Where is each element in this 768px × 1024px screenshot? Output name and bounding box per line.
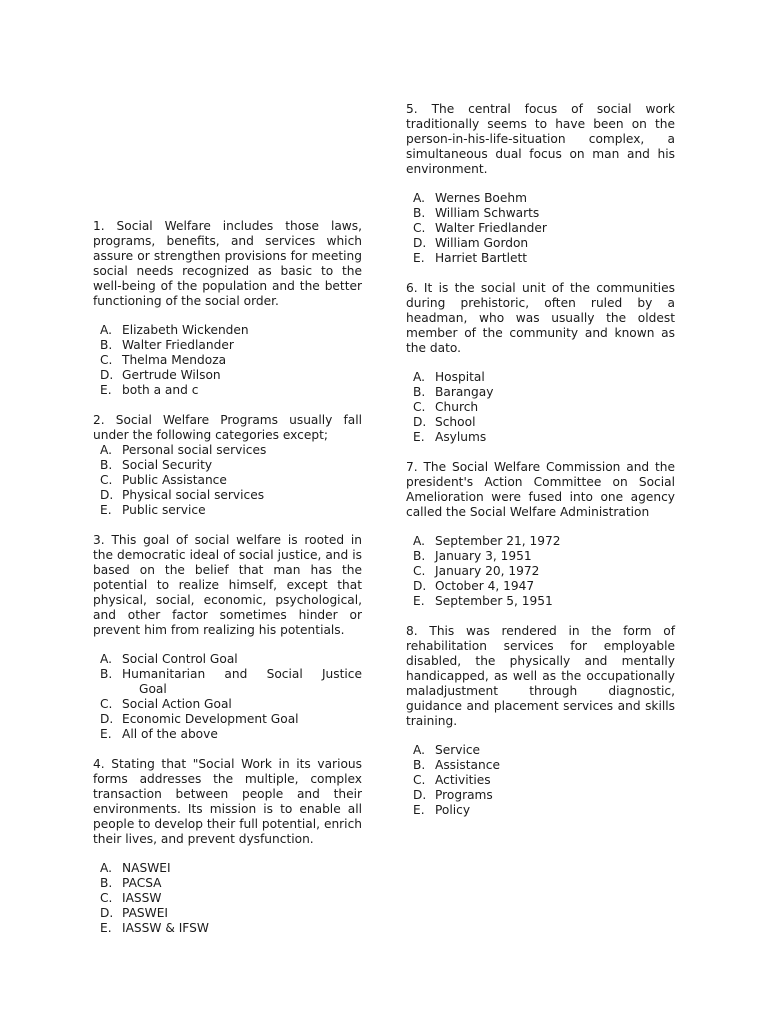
option-letter: C. xyxy=(413,221,426,235)
option-letter: B. xyxy=(413,206,426,220)
option-text: Gertrude Wilson xyxy=(122,368,221,382)
option-text: Social Control Goal xyxy=(122,652,238,666)
option-text: Asylums xyxy=(435,430,487,444)
option-letter: C. xyxy=(100,697,113,711)
option-letter: A. xyxy=(100,652,112,666)
answer-option xyxy=(406,221,675,236)
option-text: Walter Friedlander xyxy=(435,221,547,235)
option-text: William Gordon xyxy=(435,236,529,250)
question-8 xyxy=(406,624,675,818)
right-column xyxy=(406,102,675,818)
answer-option xyxy=(93,323,362,338)
option-text: Service xyxy=(435,743,481,757)
answer-options xyxy=(406,534,675,609)
answer-option xyxy=(93,353,362,368)
option-letter: A. xyxy=(413,743,425,757)
question-text: 4. Stating that "Social Work in its various forms addresses the multiple, complex transaction between people and their environments. Its mission is to enable all people to develop their full potential, enrich their lives, and prevent dysfunction. xyxy=(93,757,362,846)
option-letter: D. xyxy=(100,712,114,726)
answer-option xyxy=(406,773,675,788)
option-text: January 20, 1972 xyxy=(435,564,540,578)
option-letter: D. xyxy=(413,788,427,802)
answer-option xyxy=(93,906,362,921)
option-letter: D. xyxy=(413,236,427,250)
option-text: Barangay xyxy=(435,385,494,399)
answer-option xyxy=(93,697,362,712)
option-text: Thelma Mendoza xyxy=(122,353,227,367)
question-text: 8. This was rendered in the form of rehabilitation services for employable disabled, the physically and mentally handicapped, as well as the occupationally maladjustment through diagnostic, guidance and placement services and skills training. xyxy=(406,624,675,728)
option-letter: B. xyxy=(100,876,113,890)
answer-options xyxy=(406,370,675,445)
option-letter: E. xyxy=(413,803,425,817)
option-text: January 3, 1951 xyxy=(435,549,532,563)
option-text: Activities xyxy=(435,773,491,787)
option-letter: B. xyxy=(100,667,113,681)
option-letter: E. xyxy=(100,503,112,517)
question-4 xyxy=(93,757,362,936)
question-text: 6. It is the social unit of the communities during prehistoric, often ruled by a headman, who was usually the oldest member of the community and known as the dato. xyxy=(406,281,675,355)
question-3 xyxy=(93,533,362,742)
answer-option xyxy=(93,488,362,503)
option-letter: D. xyxy=(413,415,427,429)
option-letter: B. xyxy=(413,549,426,563)
option-text: September 5, 1951 xyxy=(435,594,553,608)
option-text: Assistance xyxy=(435,758,500,772)
answer-option xyxy=(406,579,675,594)
option-letter: E. xyxy=(413,594,425,608)
question-text: 5. The central focus of social work traditionally seems to have been on the person-in-his-life-situation complex, a simultaneous dual focus on man and his environment. xyxy=(406,102,675,176)
option-text: Harriet Bartlett xyxy=(435,251,528,265)
option-letter: B. xyxy=(100,458,113,472)
option-text: All of the above xyxy=(122,727,218,741)
answer-option xyxy=(406,415,675,430)
answer-options xyxy=(93,652,362,742)
option-letter: E. xyxy=(413,251,425,265)
option-text: Public Assistance xyxy=(122,473,227,487)
answer-option xyxy=(93,876,362,891)
option-letter: E. xyxy=(100,383,112,397)
question-1 xyxy=(93,219,362,398)
option-letter: C. xyxy=(413,773,426,787)
answer-option xyxy=(93,861,362,876)
question-6 xyxy=(406,281,675,445)
option-letter: C. xyxy=(100,891,113,905)
option-text: Hospital xyxy=(435,370,485,384)
answer-option xyxy=(406,534,675,549)
option-letter: D. xyxy=(100,368,114,382)
answer-options xyxy=(406,191,675,266)
answer-option xyxy=(93,368,362,383)
answer-option xyxy=(406,206,675,221)
option-letter: A. xyxy=(100,323,112,337)
option-letter: A. xyxy=(413,191,425,205)
option-text: Elizabeth Wickenden xyxy=(122,323,249,337)
answer-option xyxy=(406,370,675,385)
answer-option xyxy=(93,338,362,353)
option-letter: B. xyxy=(413,385,426,399)
answer-options xyxy=(93,861,362,936)
answer-option xyxy=(93,473,362,488)
option-text: Public service xyxy=(122,503,206,517)
answer-option xyxy=(406,385,675,400)
option-letter: B. xyxy=(413,758,426,772)
question-text: 1. Social Welfare includes those laws, programs, benefits, and services which assure or strengthen provisions for meeting social needs recognized as basic to the well-being of the population and the better functioning of the social order. xyxy=(93,219,362,308)
option-letter: C. xyxy=(413,400,426,414)
answer-option xyxy=(93,712,362,727)
answer-option-continuation: Goal xyxy=(139,682,167,696)
answer-option xyxy=(406,430,675,445)
option-letter: B. xyxy=(100,338,113,352)
answer-option xyxy=(93,443,362,458)
option-letter: E. xyxy=(100,727,112,741)
option-text: October 4, 1947 xyxy=(435,579,535,593)
answer-option xyxy=(406,594,675,609)
answer-option xyxy=(93,503,362,518)
question-7 xyxy=(406,460,675,609)
answer-option xyxy=(93,652,362,667)
answer-option xyxy=(93,891,362,906)
answer-options xyxy=(93,443,362,518)
option-text: Policy xyxy=(435,803,471,817)
left-column xyxy=(93,219,362,936)
option-text: PASWEI xyxy=(122,906,168,920)
option-text: Walter Friedlander xyxy=(122,338,234,352)
answer-option xyxy=(93,667,362,682)
option-text: School xyxy=(435,415,476,429)
option-letter: A. xyxy=(100,443,112,457)
answer-option xyxy=(406,191,675,206)
question-5 xyxy=(406,102,675,266)
question-text: 3. This goal of social welfare is rooted in the democratic ideal of social justice, and is based on the belief that man has the potential to realize himself, except that physical, social, economic, psychological, and other factor sometimes hinder or prevent him from realizing his potentials. xyxy=(93,533,362,637)
question-2 xyxy=(93,413,362,518)
option-text: IASSW xyxy=(122,891,162,905)
answer-options xyxy=(406,743,675,818)
option-letter: D. xyxy=(413,579,427,593)
option-text: Personal social services xyxy=(122,443,267,457)
answer-option xyxy=(406,549,675,564)
answer-options xyxy=(93,323,362,398)
answer-option xyxy=(93,921,362,936)
option-text: both a and c xyxy=(122,383,199,397)
answer-option xyxy=(406,743,675,758)
answer-option xyxy=(406,758,675,773)
option-letter: C. xyxy=(100,353,113,367)
option-text: IASSW & IFSW xyxy=(122,921,209,935)
option-letter: D. xyxy=(100,488,114,502)
option-text: Humanitarian and Social Justice xyxy=(122,667,362,681)
option-text: PACSA xyxy=(122,876,162,890)
answer-option xyxy=(93,727,362,742)
answer-option xyxy=(406,803,675,818)
answer-option xyxy=(406,251,675,266)
option-letter: A. xyxy=(413,370,425,384)
option-text: Physical social services xyxy=(122,488,265,502)
answer-option xyxy=(93,458,362,473)
question-text: 7. The Social Welfare Commission and the president's Action Committee on Social Amelioration were fused into one agency called the Social Welfare Administration xyxy=(406,460,675,519)
answer-option xyxy=(93,383,362,398)
option-letter: E. xyxy=(100,921,112,935)
answer-option xyxy=(406,564,675,579)
option-letter: A. xyxy=(413,534,425,548)
option-letter: D. xyxy=(100,906,114,920)
option-text: Social Action Goal xyxy=(122,697,232,711)
answer-option xyxy=(406,400,675,415)
option-text: William Schwarts xyxy=(435,206,540,220)
option-text: Wernes Boehm xyxy=(435,191,527,205)
option-letter: E. xyxy=(413,430,425,444)
option-letter: C. xyxy=(100,473,113,487)
option-text: NASWEI xyxy=(122,861,171,875)
option-text: Economic Development Goal xyxy=(122,712,299,726)
option-text: Church xyxy=(435,400,479,414)
answer-option xyxy=(406,236,675,251)
answer-option xyxy=(406,788,675,803)
option-text: Social Security xyxy=(122,458,213,472)
option-text: September 21, 1972 xyxy=(435,534,561,548)
option-letter: C. xyxy=(413,564,426,578)
option-text: Programs xyxy=(435,788,493,802)
option-letter: A. xyxy=(100,861,112,875)
question-text: 2. Social Welfare Programs usually fall under the following categories except; xyxy=(93,413,362,442)
